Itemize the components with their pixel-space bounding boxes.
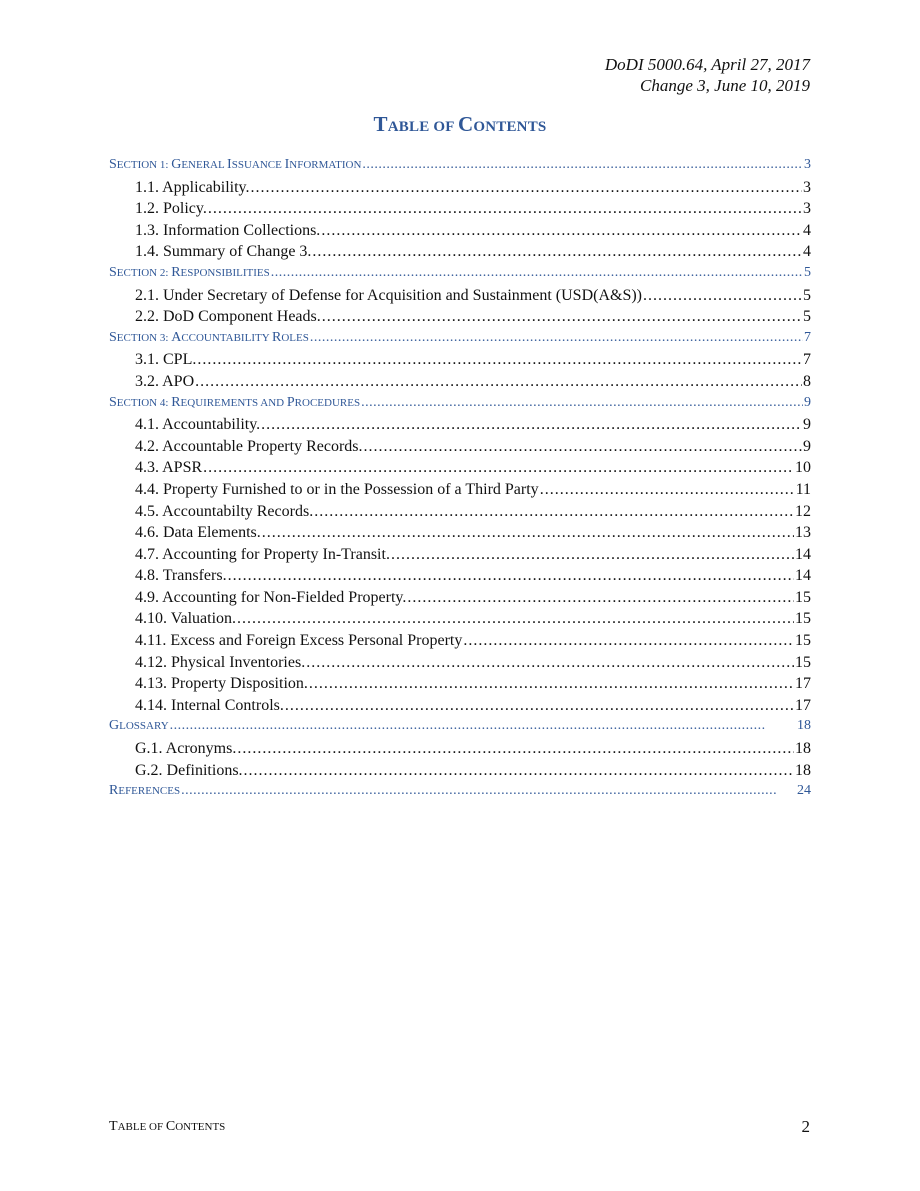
toc-label-part: S bbox=[109, 157, 117, 172]
toc-page-number: 3 bbox=[803, 200, 811, 218]
toc-entry-label: 4.7. Accounting for Property In-Transit. bbox=[135, 545, 390, 563]
toc-page-number: 9 bbox=[803, 416, 811, 434]
document-header bbox=[605, 54, 810, 96]
toc-leader-dots bbox=[228, 567, 794, 585]
toc-subsection-entry[interactable] bbox=[109, 287, 811, 309]
toc-entry-label bbox=[109, 265, 270, 281]
toc-entry-label bbox=[109, 718, 169, 734]
toc-subsection-entry[interactable] bbox=[109, 459, 811, 481]
toc-label-part: G bbox=[171, 157, 182, 172]
toc-leader-dots bbox=[643, 287, 802, 305]
toc-page-number: 11 bbox=[795, 480, 811, 498]
toc-entry-label: 4.9. Accounting for Non-Fielded Property. bbox=[135, 588, 407, 606]
toc-subsection-entry[interactable] bbox=[109, 438, 811, 460]
toc-page-number: 18 bbox=[797, 718, 811, 734]
toc-label-part: R bbox=[171, 394, 181, 410]
toc-label-part: ECTION 4: bbox=[116, 396, 172, 409]
toc-entry-label: G.2. Definitions. bbox=[135, 761, 243, 779]
toc-page-number: 8 bbox=[803, 372, 811, 390]
toc-label-part: CCOUNTABILITY bbox=[181, 331, 272, 344]
toc-leader-dots bbox=[208, 200, 802, 218]
toc-section-entry[interactable] bbox=[109, 157, 811, 179]
toc-section-entry[interactable] bbox=[109, 330, 811, 352]
toc-page-number: 9 bbox=[804, 394, 811, 410]
toc-leader-dots bbox=[237, 740, 794, 758]
toc-page-number: 13 bbox=[795, 524, 811, 542]
toc-page-number: 14 bbox=[795, 567, 811, 585]
toc-label-part: R bbox=[171, 264, 181, 280]
toc-entry-label: 1.4. Summary of Change 3. bbox=[135, 243, 312, 261]
toc-page-number: 9 bbox=[803, 437, 811, 455]
toc-page-number: 3 bbox=[803, 178, 811, 196]
toc-leader-dots bbox=[314, 503, 794, 521]
toc-subsection-entry[interactable] bbox=[109, 481, 811, 503]
toc-leader-dots bbox=[321, 222, 802, 240]
title-cap-1: T bbox=[373, 112, 388, 136]
toc-page-number: 7 bbox=[803, 351, 811, 369]
toc-label-part: G bbox=[109, 718, 120, 734]
footer-cap-1: T bbox=[109, 1119, 118, 1134]
toc-entry-label bbox=[109, 783, 180, 799]
toc-entry-label: 4.4. Property Furnished to or in the Possession of a Third Party bbox=[135, 480, 539, 498]
toc-leader-dots bbox=[309, 675, 794, 693]
toc-leader-dots bbox=[364, 438, 803, 456]
toc-leader-dots bbox=[540, 481, 795, 499]
toc-label-part: ENERAL bbox=[181, 159, 228, 171]
toc-entry-label: 4.6. Data Elements. bbox=[135, 524, 261, 542]
footer-rest-2: ONTENTS bbox=[175, 1121, 226, 1133]
toc-subsection-entry[interactable] bbox=[109, 740, 811, 762]
toc-label-part: I bbox=[284, 157, 290, 172]
toc-leader-dots bbox=[170, 718, 796, 734]
toc-subsection-entry[interactable] bbox=[109, 503, 811, 525]
toc-subsection-entry[interactable] bbox=[109, 351, 811, 373]
toc-page-number: 5 bbox=[803, 308, 811, 326]
toc-leader-dots bbox=[306, 654, 794, 672]
toc-label-part: EFERENCES bbox=[118, 785, 181, 798]
toc-page-number: 18 bbox=[795, 761, 811, 779]
toc-subsection-entry[interactable] bbox=[109, 179, 811, 201]
toc-entry-label: 4.11. Excess and Foreign Excess Personal Property bbox=[135, 632, 463, 650]
toc-page-number: 7 bbox=[804, 329, 811, 345]
table-of-contents bbox=[109, 157, 811, 805]
toc-entry-label: 4.1. Accountability. bbox=[135, 416, 261, 434]
toc-page-number: 17 bbox=[795, 696, 811, 714]
toc-leader-dots bbox=[261, 416, 802, 434]
toc-label-part: R bbox=[272, 329, 282, 345]
toc-page-number: 24 bbox=[797, 783, 811, 799]
toc-subsection-entry[interactable] bbox=[109, 546, 811, 568]
toc-page-number: 17 bbox=[795, 675, 811, 693]
toc-label-part: ESPONSIBILITIES bbox=[180, 266, 270, 279]
toc-leader-dots bbox=[195, 373, 802, 391]
toc-leader-dots bbox=[407, 589, 794, 607]
toc-page-number: 4 bbox=[803, 243, 811, 261]
toc-leader-dots bbox=[203, 459, 794, 477]
toc-leader-dots bbox=[361, 395, 803, 411]
toc-label-part: S bbox=[109, 394, 117, 410]
toc-page-number: 15 bbox=[795, 632, 811, 650]
toc-entry-label: 4.13. Property Disposition. bbox=[135, 675, 308, 693]
toc-leader-dots bbox=[244, 762, 794, 780]
toc-subsection-entry[interactable] bbox=[109, 697, 811, 719]
toc-section-entry[interactable] bbox=[109, 783, 811, 805]
toc-entry-label: 1.1. Applicability. bbox=[135, 178, 250, 196]
toc-entry-label: 4.5. Accountabilty Records. bbox=[135, 502, 314, 520]
toc-leader-dots bbox=[285, 697, 794, 715]
toc-subsection-entry[interactable] bbox=[109, 243, 811, 265]
toc-label-part: ROCEDURES bbox=[294, 396, 361, 409]
title-cap-2: C bbox=[457, 112, 474, 136]
toc-subsection-entry[interactable] bbox=[109, 610, 811, 632]
toc-leader-dots bbox=[310, 330, 803, 346]
toc-entry-label: 1.2. Policy. bbox=[135, 200, 207, 218]
page-number: 2 bbox=[801, 1117, 810, 1136]
toc-section-entry[interactable] bbox=[109, 395, 811, 417]
footer-section-title bbox=[109, 1119, 225, 1135]
toc-subsection-entry[interactable] bbox=[109, 654, 811, 676]
page-title bbox=[0, 112, 920, 137]
toc-subsection-entry[interactable] bbox=[109, 675, 811, 697]
toc-label-part: ECTION 1: bbox=[116, 159, 172, 171]
toc-entry-label: 4.2. Accountable Property Records. bbox=[135, 437, 363, 455]
toc-entry-label: 4.12. Physical Inventories. bbox=[135, 653, 306, 671]
toc-subsection-entry[interactable] bbox=[109, 416, 811, 438]
toc-label-part: NFORMATION bbox=[289, 159, 362, 171]
toc-entry-label: 1.3. Information Collections. bbox=[135, 221, 321, 239]
toc-page-number: 15 bbox=[795, 610, 811, 628]
toc-label-part: A bbox=[171, 329, 182, 345]
toc-page-number: 18 bbox=[795, 740, 811, 758]
footer-rest-1: ABLE OF bbox=[117, 1121, 166, 1133]
toc-label-part: S bbox=[109, 329, 117, 345]
toc-label-part: R bbox=[109, 783, 119, 799]
toc-label-part: I bbox=[227, 157, 232, 172]
toc-subsection-entry[interactable] bbox=[109, 524, 811, 546]
toc-page-number: 3 bbox=[804, 157, 811, 172]
toc-page-number: 15 bbox=[795, 588, 811, 606]
toc-label-part: SSUANCE bbox=[231, 159, 285, 171]
title-rest-2: ONTENTS bbox=[473, 119, 547, 135]
toc-entry-label: 4.8. Transfers. bbox=[135, 567, 227, 585]
toc-leader-dots bbox=[463, 632, 794, 650]
toc-subsection-entry[interactable] bbox=[109, 373, 811, 395]
toc-entry-label: 3.2. APO bbox=[135, 372, 195, 390]
toc-entry-label: 4.10. Valuation. bbox=[135, 610, 237, 628]
toc-label-part: ECTION 3: bbox=[116, 331, 172, 344]
toc-entry-label: 2.1. Under Secretary of Defense for Acquisition and Sustainment (USD(A&S)) bbox=[135, 286, 642, 304]
toc-leader-dots bbox=[271, 265, 803, 281]
toc-subsection-entry[interactable] bbox=[109, 308, 811, 330]
toc-leader-dots bbox=[237, 610, 794, 628]
toc-subsection-entry[interactable] bbox=[109, 589, 811, 611]
toc-subsection-entry[interactable] bbox=[109, 762, 811, 784]
footer-cap-2: C bbox=[165, 1119, 176, 1134]
toc-page-number: 14 bbox=[795, 545, 811, 563]
toc-leader-dots bbox=[391, 546, 794, 564]
toc-entry-label: 4.3. APSR bbox=[135, 459, 203, 477]
toc-page-number: 12 bbox=[795, 502, 811, 520]
toc-section-entry[interactable] bbox=[109, 265, 811, 287]
toc-leader-dots bbox=[312, 243, 802, 261]
toc-label-part: EQUIREMENTS AND bbox=[180, 396, 287, 409]
toc-leader-dots bbox=[322, 308, 802, 326]
toc-subsection-entry[interactable] bbox=[109, 632, 811, 654]
toc-entry-label: 3.1. CPL. bbox=[135, 351, 197, 369]
toc-subsection-entry[interactable] bbox=[109, 200, 811, 222]
toc-page-number: 4 bbox=[803, 221, 811, 239]
toc-entry-label bbox=[109, 330, 309, 346]
toc-label-part: P bbox=[286, 394, 295, 410]
toc-label-part: LOSSARY bbox=[119, 720, 169, 733]
toc-subsection-entry[interactable] bbox=[109, 222, 811, 244]
toc-page-number: 15 bbox=[795, 653, 811, 671]
toc-page-number: 5 bbox=[803, 286, 811, 304]
toc-leader-dots bbox=[251, 179, 802, 197]
toc-label-part: OLES bbox=[281, 331, 309, 344]
toc-entry-label: 4.14. Internal Controls. bbox=[135, 696, 284, 714]
toc-page-number: 5 bbox=[804, 264, 811, 280]
toc-leader-dots bbox=[362, 157, 803, 173]
toc-leader-dots bbox=[262, 524, 794, 542]
toc-leader-dots bbox=[197, 351, 802, 369]
toc-entry-label bbox=[109, 157, 361, 173]
toc-section-entry[interactable] bbox=[109, 718, 811, 740]
toc-page-number: 10 bbox=[795, 459, 811, 477]
header-change: Change 3, June 10, 2019 bbox=[640, 76, 810, 95]
toc-leader-dots bbox=[181, 783, 796, 799]
toc-entry-label: 2.2. DoD Component Heads. bbox=[135, 308, 321, 326]
title-rest-1: ABLE OF bbox=[387, 119, 458, 135]
toc-label-part: S bbox=[109, 264, 117, 280]
header-doc-id: DoDI 5000.64, April 27, 2017 bbox=[604, 55, 810, 74]
toc-subsection-entry[interactable] bbox=[109, 567, 811, 589]
toc-entry-label bbox=[109, 395, 360, 411]
toc-entry-label: G.1. Acronyms. bbox=[135, 740, 237, 758]
toc-label-part: ECTION 2: bbox=[116, 266, 172, 279]
